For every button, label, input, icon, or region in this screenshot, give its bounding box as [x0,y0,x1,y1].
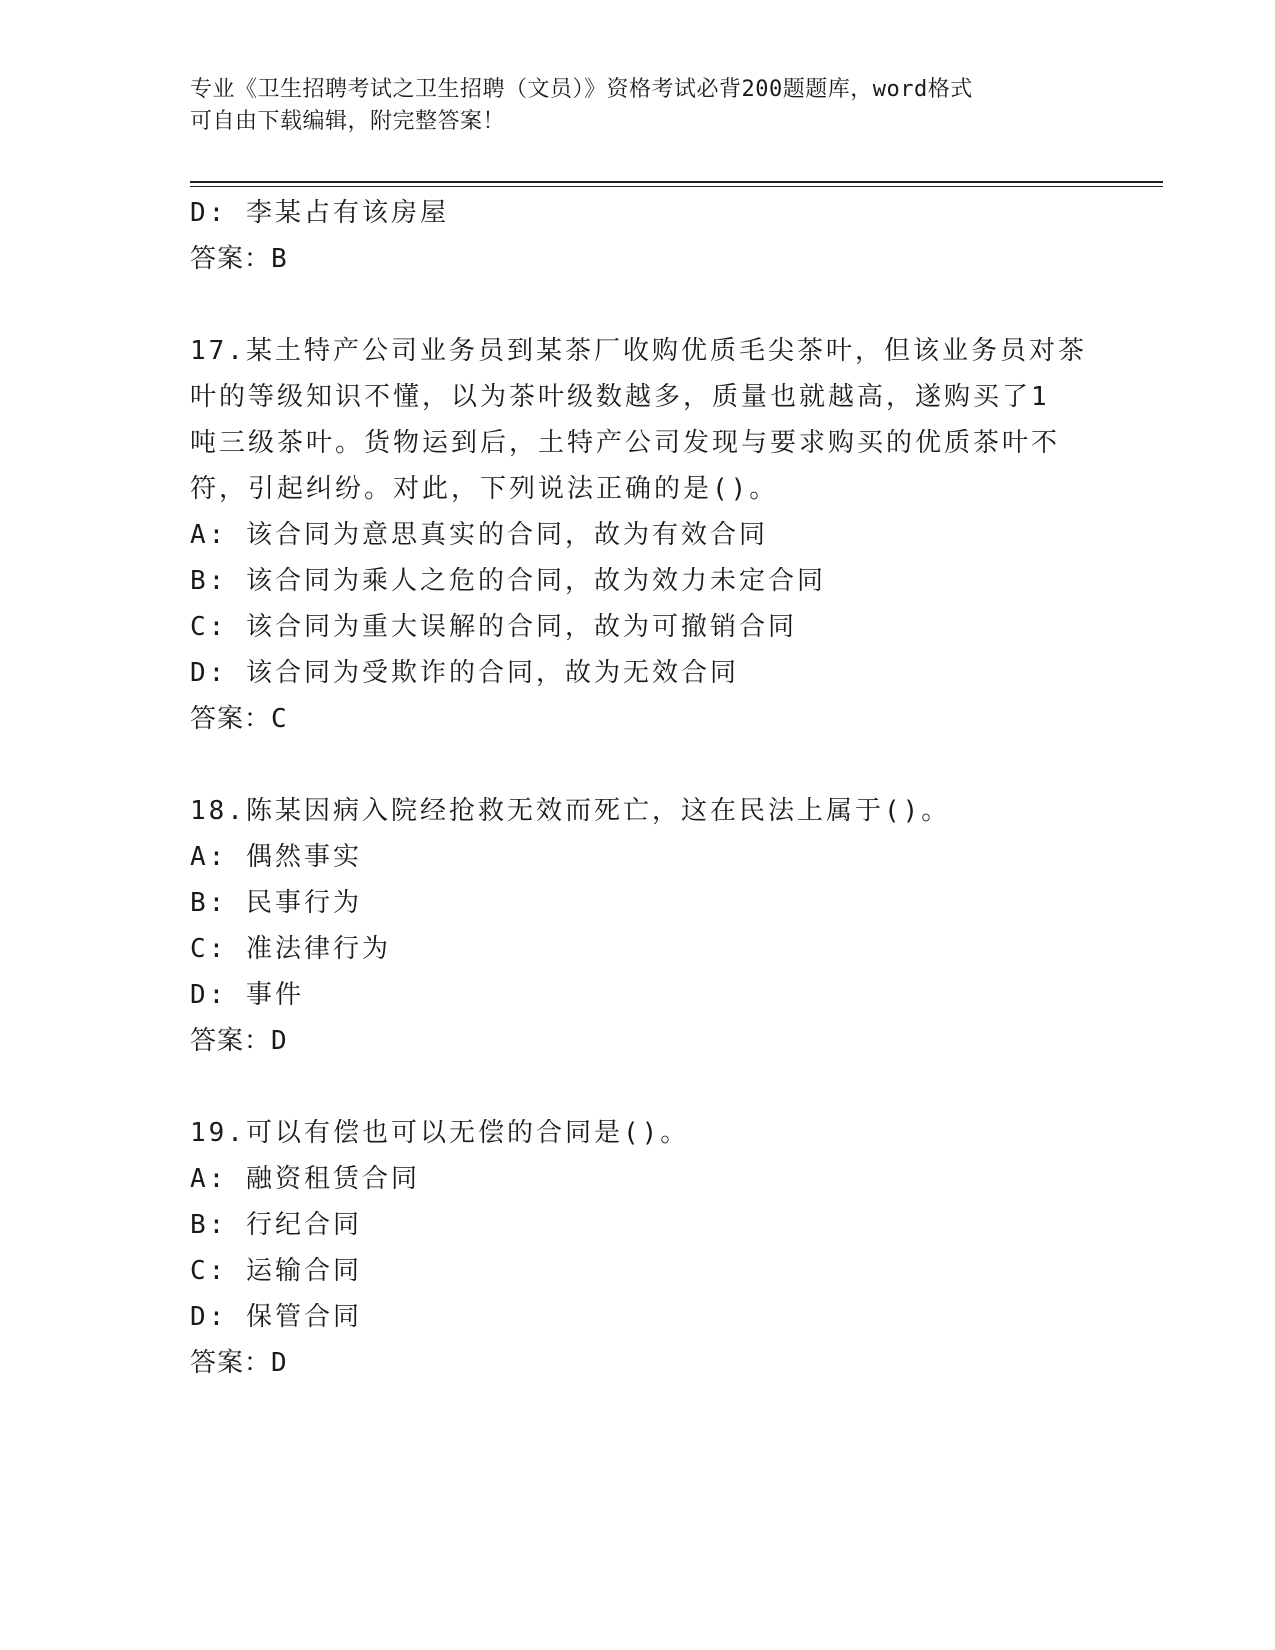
answer-line: 答案：B [190,244,288,274]
option-d: D: 该合同为受欺诈的合同，故为无效合同 [190,658,739,688]
question-stem-line: 18.陈某因病入院经抢救无效而死亡，这在民法上属于()。 [190,796,951,826]
option-d: D: 事件 [190,980,304,1010]
question-stem-line: 叶的等级知识不懂，以为茶叶级数越多，质量也就越高，遂购买了1 [190,382,1050,412]
header-line-1: 专业《卫生招聘考试之卫生招聘（文员）》资格考试必背200题题库，word格式 [190,77,973,102]
option-c: C: 该合同为重大误解的合同，故为可撤销合同 [190,612,797,642]
question-18 [190,788,1090,1064]
answer-line: 答案：D [190,1348,288,1378]
option-b: B: 民事行为 [190,888,362,918]
spacer [190,742,1090,788]
question-17 [190,328,1090,742]
header-divider [190,181,1163,187]
previous-question-tail [190,190,1090,282]
answer-line: 答案：C [190,704,288,734]
option-a: A: 该合同为意思真实的合同，故为有效合同 [190,520,768,550]
question-stem-line: 符，引起纠纷。对此，下列说法正确的是()。 [190,474,779,504]
question-stem-line: 17.某土特产公司业务员到某茶厂收购优质毛尖茶叶，但该业务员对茶 [190,336,1087,366]
spacer [190,282,1090,328]
question-content [190,190,1090,1386]
question-stem-line: 吨三级茶叶。货物运到后，土特产公司发现与要求购买的优质茶叶不 [190,428,1061,458]
option-c: C: 运输合同 [190,1256,362,1286]
option-a: A: 偶然事实 [190,842,362,872]
option-d: D: 保管合同 [190,1302,362,1332]
option-c: C: 准法律行为 [190,934,391,964]
header-line-2: 可自由下载编辑，附完整答案！ [190,109,506,134]
question-19 [190,1110,1090,1386]
option-a: A: 融资租赁合同 [190,1164,420,1194]
option-d: D: 李某占有该房屋 [190,198,449,228]
option-b: B: 该合同为乘人之危的合同，故为效力未定合同 [190,566,826,596]
spacer [190,1064,1090,1110]
question-stem-line: 19.可以有偿也可以无偿的合同是()。 [190,1118,690,1148]
page-header [190,74,1090,138]
option-b: B: 行纪合同 [190,1210,362,1240]
answer-line: 答案：D [190,1026,288,1056]
